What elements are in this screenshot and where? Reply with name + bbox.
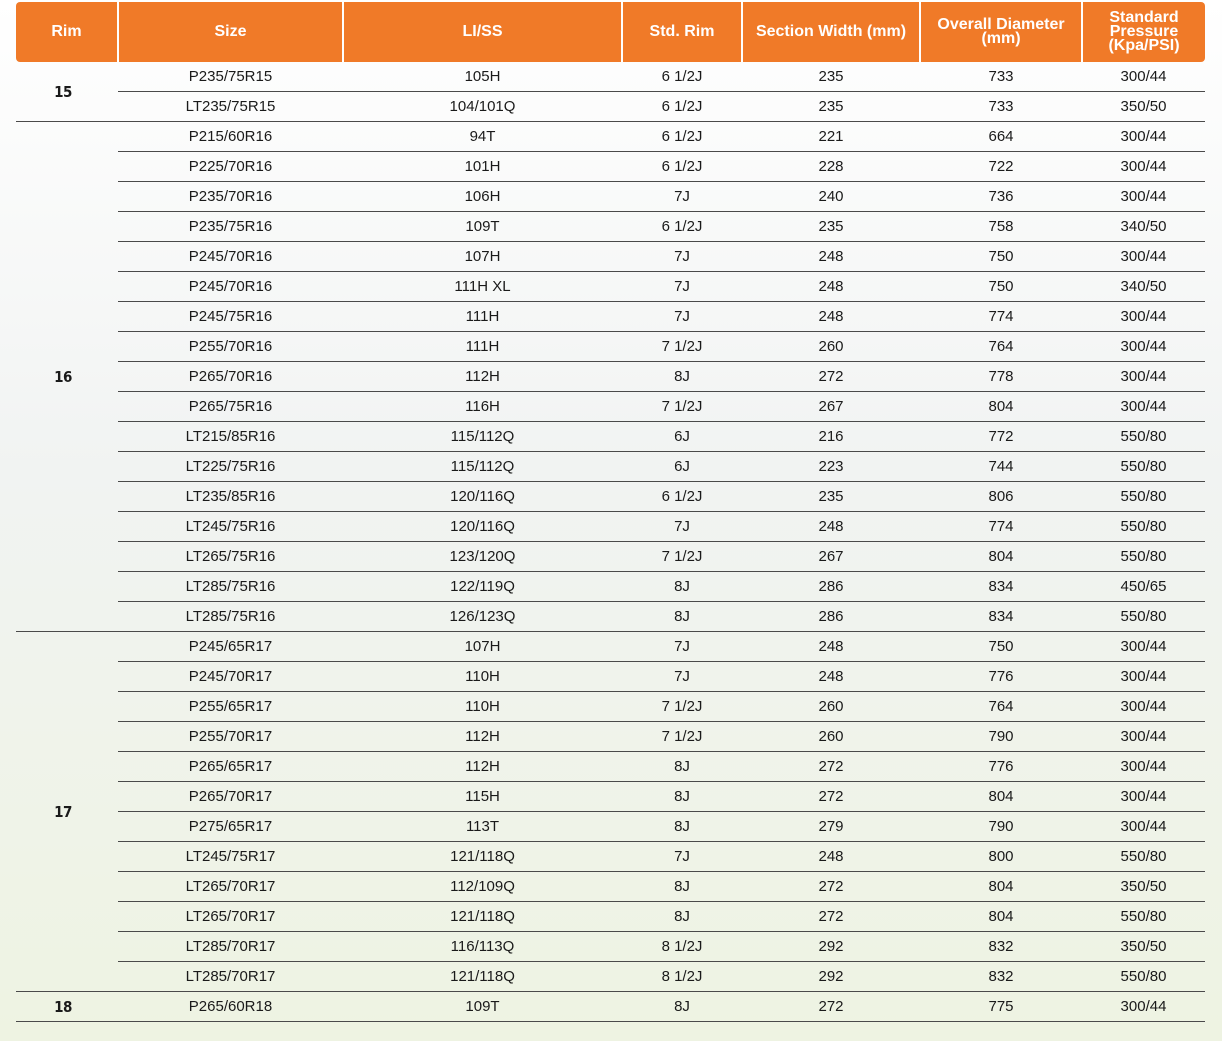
section-width-cell: 221 <box>742 122 920 152</box>
li-ss-cell: 115H <box>343 782 622 812</box>
section-width-cell: 279 <box>742 812 920 842</box>
rim-cell: 15 <box>16 62 118 122</box>
li-ss-cell: 116H <box>343 392 622 422</box>
li-ss-cell: 94T <box>343 122 622 152</box>
size-cell: LT265/70R17 <box>118 872 343 902</box>
table-row <box>16 272 1205 302</box>
overall-diameter-cell: 750 <box>920 632 1082 662</box>
section-width-cell: 260 <box>742 332 920 362</box>
size-cell: P245/70R16 <box>118 272 343 302</box>
table-row <box>16 542 1205 572</box>
std-rim-cell: 8J <box>622 572 742 602</box>
std-rim-cell: 8 1/2J <box>622 932 742 962</box>
pressure-cell: 300/44 <box>1082 242 1205 272</box>
header-li-ss: LI/SS <box>343 2 622 62</box>
section-width-cell: 248 <box>742 632 920 662</box>
li-ss-cell: 121/118Q <box>343 842 622 872</box>
li-ss-cell: 120/116Q <box>343 482 622 512</box>
li-ss-cell: 115/112Q <box>343 452 622 482</box>
pressure-cell: 350/50 <box>1082 872 1205 902</box>
overall-diameter-cell: 750 <box>920 242 1082 272</box>
overall-diameter-cell: 834 <box>920 602 1082 632</box>
overall-diameter-cell: 775 <box>920 992 1082 1022</box>
li-ss-cell: 120/116Q <box>343 512 622 542</box>
pressure-cell: 300/44 <box>1082 122 1205 152</box>
size-cell: P265/70R17 <box>118 782 343 812</box>
section-width-cell: 267 <box>742 542 920 572</box>
overall-diameter-cell: 758 <box>920 212 1082 242</box>
overall-diameter-cell: 804 <box>920 902 1082 932</box>
size-cell: P275/65R17 <box>118 812 343 842</box>
table-row <box>16 752 1205 782</box>
table-body <box>16 62 1205 1022</box>
overall-diameter-cell: 804 <box>920 542 1082 572</box>
pressure-cell: 300/44 <box>1082 722 1205 752</box>
std-rim-cell: 7 1/2J <box>622 542 742 572</box>
size-cell: P245/65R17 <box>118 632 343 662</box>
size-cell: LT245/75R17 <box>118 842 343 872</box>
header-standard-pressure: Standard Pressure (Kpa/PSI) <box>1082 2 1205 62</box>
std-rim-cell: 8J <box>622 902 742 932</box>
size-cell: LT235/75R15 <box>118 92 343 122</box>
pressure-cell: 350/50 <box>1082 92 1205 122</box>
size-cell: P235/75R15 <box>118 62 343 92</box>
pressure-cell: 550/80 <box>1082 422 1205 452</box>
overall-diameter-cell: 750 <box>920 272 1082 302</box>
size-cell: P255/70R16 <box>118 332 343 362</box>
section-width-cell: 272 <box>742 902 920 932</box>
overall-diameter-cell: 800 <box>920 842 1082 872</box>
overall-diameter-cell: 804 <box>920 782 1082 812</box>
table-row <box>16 782 1205 812</box>
pressure-cell: 550/80 <box>1082 962 1205 992</box>
section-width-cell: 248 <box>742 662 920 692</box>
table-row <box>16 512 1205 542</box>
pressure-cell: 300/44 <box>1082 152 1205 182</box>
size-cell: P265/65R17 <box>118 752 343 782</box>
size-cell: P245/75R16 <box>118 302 343 332</box>
section-width-cell: 216 <box>742 422 920 452</box>
table-row <box>16 92 1205 122</box>
li-ss-cell: 109T <box>343 992 622 1022</box>
section-width-cell: 248 <box>742 242 920 272</box>
size-cell: P255/65R17 <box>118 692 343 722</box>
table-row <box>16 422 1205 452</box>
section-width-cell: 272 <box>742 362 920 392</box>
std-rim-cell: 6 1/2J <box>622 152 742 182</box>
table-row <box>16 872 1205 902</box>
std-rim-cell: 6 1/2J <box>622 62 742 92</box>
li-ss-cell: 109T <box>343 212 622 242</box>
table-row <box>16 632 1205 662</box>
table-row <box>16 362 1205 392</box>
pressure-cell: 300/44 <box>1082 632 1205 662</box>
size-cell: LT285/75R16 <box>118 602 343 632</box>
overall-diameter-cell: 832 <box>920 962 1082 992</box>
std-rim-cell: 8 1/2J <box>622 962 742 992</box>
pressure-cell: 350/50 <box>1082 932 1205 962</box>
li-ss-cell: 107H <box>343 242 622 272</box>
section-width-cell: 272 <box>742 872 920 902</box>
table-row <box>16 992 1205 1022</box>
pressure-cell: 450/65 <box>1082 572 1205 602</box>
table-row <box>16 242 1205 272</box>
size-cell: LT245/75R16 <box>118 512 343 542</box>
header-section-width: Section Width (mm) <box>742 2 920 62</box>
pressure-cell: 300/44 <box>1082 62 1205 92</box>
table-row <box>16 302 1205 332</box>
section-width-cell: 248 <box>742 512 920 542</box>
overall-diameter-cell: 832 <box>920 932 1082 962</box>
overall-diameter-cell: 664 <box>920 122 1082 152</box>
rim-cell: 17 <box>16 632 118 992</box>
li-ss-cell: 121/118Q <box>343 962 622 992</box>
overall-diameter-cell: 776 <box>920 662 1082 692</box>
section-width-cell: 240 <box>742 182 920 212</box>
std-rim-cell: 7J <box>622 302 742 332</box>
li-ss-cell: 107H <box>343 632 622 662</box>
overall-diameter-cell: 764 <box>920 332 1082 362</box>
pressure-cell: 300/44 <box>1082 302 1205 332</box>
pressure-cell: 300/44 <box>1082 332 1205 362</box>
std-rim-cell: 6 1/2J <box>622 122 742 152</box>
std-rim-cell: 7J <box>622 512 742 542</box>
std-rim-cell: 7J <box>622 842 742 872</box>
section-width-cell: 235 <box>742 92 920 122</box>
size-cell: P265/70R16 <box>118 362 343 392</box>
header-rim: Rim <box>16 2 118 62</box>
overall-diameter-cell: 804 <box>920 872 1082 902</box>
size-cell: LT265/70R17 <box>118 902 343 932</box>
pressure-cell: 300/44 <box>1082 692 1205 722</box>
table-row <box>16 212 1205 242</box>
std-rim-cell: 6J <box>622 452 742 482</box>
std-rim-cell: 7J <box>622 272 742 302</box>
pressure-cell: 300/44 <box>1082 812 1205 842</box>
pressure-cell: 550/80 <box>1082 482 1205 512</box>
overall-diameter-cell: 722 <box>920 152 1082 182</box>
li-ss-cell: 115/112Q <box>343 422 622 452</box>
table-row <box>16 332 1205 362</box>
overall-diameter-cell: 774 <box>920 512 1082 542</box>
size-cell: LT285/75R16 <box>118 572 343 602</box>
size-cell: P225/70R16 <box>118 152 343 182</box>
header-overall-diameter: Overall Diameter (mm) <box>920 2 1082 62</box>
pressure-cell: 300/44 <box>1082 752 1205 782</box>
table-row <box>16 452 1205 482</box>
overall-diameter-cell: 764 <box>920 692 1082 722</box>
overall-diameter-cell: 804 <box>920 392 1082 422</box>
table-row <box>16 962 1205 992</box>
size-cell: P255/70R17 <box>118 722 343 752</box>
section-width-cell: 235 <box>742 212 920 242</box>
std-rim-cell: 7 1/2J <box>622 692 742 722</box>
li-ss-cell: 121/118Q <box>343 902 622 932</box>
table-row <box>16 902 1205 932</box>
overall-diameter-cell: 733 <box>920 62 1082 92</box>
tire-size-table <box>16 2 1205 1022</box>
section-width-cell: 248 <box>742 842 920 872</box>
section-width-cell: 286 <box>742 602 920 632</box>
size-cell: LT265/75R16 <box>118 542 343 572</box>
std-rim-cell: 7J <box>622 632 742 662</box>
li-ss-cell: 111H XL <box>343 272 622 302</box>
size-cell: P215/60R16 <box>118 122 343 152</box>
li-ss-cell: 105H <box>343 62 622 92</box>
std-rim-cell: 7 1/2J <box>622 332 742 362</box>
std-rim-cell: 8J <box>622 992 742 1022</box>
section-width-cell: 248 <box>742 302 920 332</box>
std-rim-cell: 8J <box>622 812 742 842</box>
li-ss-cell: 126/123Q <box>343 602 622 632</box>
size-cell: LT285/70R17 <box>118 962 343 992</box>
li-ss-cell: 112H <box>343 752 622 782</box>
table-row <box>16 482 1205 512</box>
table-row <box>16 662 1205 692</box>
size-cell: P245/70R16 <box>118 242 343 272</box>
section-width-cell: 272 <box>742 992 920 1022</box>
pressure-cell: 550/80 <box>1082 452 1205 482</box>
pressure-cell: 300/44 <box>1082 662 1205 692</box>
std-rim-cell: 6J <box>622 422 742 452</box>
table-row <box>16 152 1205 182</box>
std-rim-cell: 8J <box>622 752 742 782</box>
li-ss-cell: 113T <box>343 812 622 842</box>
li-ss-cell: 104/101Q <box>343 92 622 122</box>
overall-diameter-cell: 774 <box>920 302 1082 332</box>
overall-diameter-cell: 776 <box>920 752 1082 782</box>
pressure-cell: 300/44 <box>1082 182 1205 212</box>
section-width-cell: 272 <box>742 782 920 812</box>
table-row <box>16 602 1205 632</box>
table-row <box>16 812 1205 842</box>
li-ss-cell: 110H <box>343 692 622 722</box>
table-row <box>16 572 1205 602</box>
pressure-cell: 550/80 <box>1082 602 1205 632</box>
li-ss-cell: 112/109Q <box>343 872 622 902</box>
rim-cell: 18 <box>16 992 118 1022</box>
header-row <box>16 2 1205 62</box>
pressure-cell: 550/80 <box>1082 512 1205 542</box>
overall-diameter-cell: 778 <box>920 362 1082 392</box>
overall-diameter-cell: 733 <box>920 92 1082 122</box>
size-cell: LT235/85R16 <box>118 482 343 512</box>
li-ss-cell: 112H <box>343 362 622 392</box>
size-cell: P265/75R16 <box>118 392 343 422</box>
overall-diameter-cell: 806 <box>920 482 1082 512</box>
table-row <box>16 842 1205 872</box>
overall-diameter-cell: 744 <box>920 452 1082 482</box>
li-ss-cell: 111H <box>343 332 622 362</box>
size-cell: LT285/70R17 <box>118 932 343 962</box>
li-ss-cell: 116/113Q <box>343 932 622 962</box>
header-size: Size <box>118 2 343 62</box>
li-ss-cell: 110H <box>343 662 622 692</box>
section-width-cell: 292 <box>742 932 920 962</box>
pressure-cell: 550/80 <box>1082 842 1205 872</box>
table-row <box>16 692 1205 722</box>
table-row <box>16 62 1205 92</box>
section-width-cell: 286 <box>742 572 920 602</box>
section-width-cell: 260 <box>742 692 920 722</box>
section-width-cell: 223 <box>742 452 920 482</box>
li-ss-cell: 106H <box>343 182 622 212</box>
pressure-cell: 300/44 <box>1082 392 1205 422</box>
section-width-cell: 292 <box>742 962 920 992</box>
std-rim-cell: 6 1/2J <box>622 482 742 512</box>
section-width-cell: 267 <box>742 392 920 422</box>
overall-diameter-cell: 790 <box>920 722 1082 752</box>
size-cell: P235/75R16 <box>118 212 343 242</box>
std-rim-cell: 7J <box>622 182 742 212</box>
pressure-cell: 340/50 <box>1082 212 1205 242</box>
std-rim-cell: 7 1/2J <box>622 392 742 422</box>
std-rim-cell: 7 1/2J <box>622 722 742 752</box>
std-rim-cell: 6 1/2J <box>622 92 742 122</box>
std-rim-cell: 8J <box>622 602 742 632</box>
pressure-cell: 300/44 <box>1082 362 1205 392</box>
section-width-cell: 272 <box>742 752 920 782</box>
table-row <box>16 182 1205 212</box>
size-cell: LT225/75R16 <box>118 452 343 482</box>
overall-diameter-cell: 736 <box>920 182 1082 212</box>
size-cell: P245/70R17 <box>118 662 343 692</box>
size-cell: P235/70R16 <box>118 182 343 212</box>
section-width-cell: 228 <box>742 152 920 182</box>
table-row <box>16 932 1205 962</box>
li-ss-cell: 122/119Q <box>343 572 622 602</box>
table-row <box>16 392 1205 422</box>
li-ss-cell: 123/120Q <box>343 542 622 572</box>
size-cell: LT215/85R16 <box>118 422 343 452</box>
overall-diameter-cell: 772 <box>920 422 1082 452</box>
std-rim-cell: 7J <box>622 662 742 692</box>
rim-cell: 16 <box>16 122 118 632</box>
section-width-cell: 235 <box>742 482 920 512</box>
std-rim-cell: 8J <box>622 782 742 812</box>
li-ss-cell: 111H <box>343 302 622 332</box>
pressure-cell: 300/44 <box>1082 992 1205 1022</box>
overall-diameter-cell: 834 <box>920 572 1082 602</box>
size-cell: P265/60R18 <box>118 992 343 1022</box>
pressure-cell: 300/44 <box>1082 782 1205 812</box>
section-width-cell: 248 <box>742 272 920 302</box>
pressure-cell: 550/80 <box>1082 902 1205 932</box>
std-rim-cell: 6 1/2J <box>622 212 742 242</box>
li-ss-cell: 101H <box>343 152 622 182</box>
section-width-cell: 260 <box>742 722 920 752</box>
header-std-rim: Std. Rim <box>622 2 742 62</box>
std-rim-cell: 8J <box>622 872 742 902</box>
std-rim-cell: 8J <box>622 362 742 392</box>
li-ss-cell: 112H <box>343 722 622 752</box>
overall-diameter-cell: 790 <box>920 812 1082 842</box>
table-row <box>16 122 1205 152</box>
table-row <box>16 722 1205 752</box>
pressure-cell: 340/50 <box>1082 272 1205 302</box>
pressure-cell: 550/80 <box>1082 542 1205 572</box>
section-width-cell: 235 <box>742 62 920 92</box>
std-rim-cell: 7J <box>622 242 742 272</box>
